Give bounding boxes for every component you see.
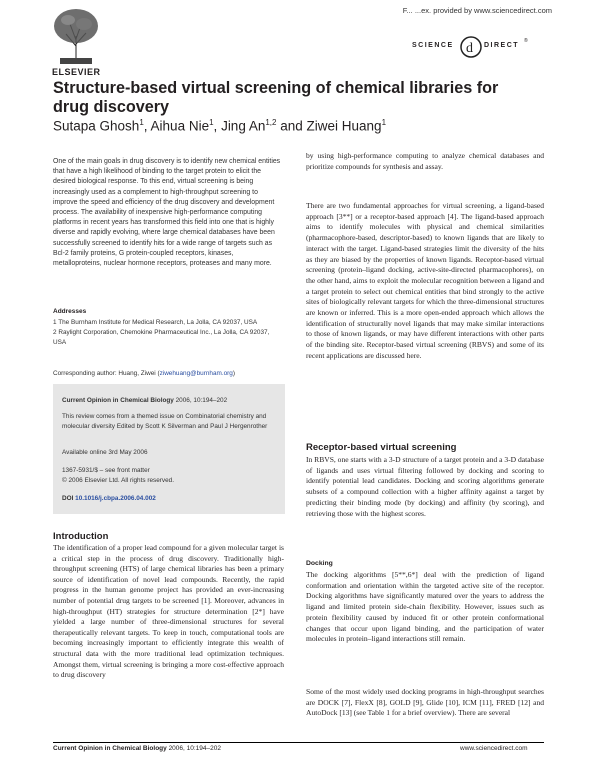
footer-site-link[interactable]: www.sciencedirect.com bbox=[460, 745, 528, 752]
introduction-body: The identification of a proper lead compound for a given molecular target is a critical step in the process of drug discovery. Traditionally high-throughput screening (HTS) of large chemical libraries has been a primary source of identification of novel lead compounds. Recently, the rapid progress in the human genome project has provided an ever-increasing number of potential drug targets to be screened [1]. Moreover, advances in high-throughput (HT) strategies for structure determination [2*] have yielded a large number of three-dimensional structures for several therapeutically relevant targets. To keep in touch, computational tools are becoming increasingly important to efficiently integrate this wealth of structural data with the more traditional lead optimization techniques. Amongst them, virtual screening is bringing a more cost-effective approach to drug discovery bbox=[53, 543, 284, 680]
footer-journal: Current Opinion in Chemical Biology bbox=[53, 745, 167, 752]
sd-at-symbol-icon bbox=[460, 34, 482, 60]
footer-citation bbox=[53, 745, 221, 752]
author-email-link[interactable]: ziwehuang@burnham.org bbox=[159, 370, 233, 377]
info-issn: 1367-5931/$ – see front matter bbox=[62, 467, 150, 474]
addresses-list bbox=[53, 318, 283, 347]
author-name: Jing An bbox=[221, 118, 266, 134]
author-separator: and bbox=[276, 118, 307, 134]
svg-text:d: d bbox=[466, 41, 473, 56]
subsection-heading-docking: Docking bbox=[306, 560, 333, 567]
corr-suffix: ) bbox=[232, 370, 235, 377]
footer-rule bbox=[53, 742, 544, 743]
body-paragraph: by using high-performance computing to analyze chemical databases and prioritize compounds for synthesis and assay. bbox=[306, 151, 544, 171]
info-doi bbox=[62, 494, 277, 504]
doi-link[interactable]: 10.1016/j.cbpa.2006.04.002 bbox=[75, 495, 156, 502]
author-affiliation: 1,2 bbox=[265, 118, 277, 127]
sciencedirect-logo bbox=[412, 34, 536, 60]
body-paragraph: The docking algorithms [5**,6*] deal with the prediction of ligand conformation and orientation within the targeted active site of the receptor. Docking algorithms have significantly matured over the years to address the ligand and limited protein side-chain flexibility. However, issues such as protein flexibility caused by induced fit or other protein conformational changes that occur upon ligand binding, and the participation of water molecules in protein–ligand interactions still remain. bbox=[306, 570, 544, 644]
address-line: 2 Raylight Corporation, Chemokine Pharmaceutical Inc., La Jolla, CA 92037, USA bbox=[53, 328, 270, 346]
body-paragraph: In RBVS, one starts with a 3-D structure of a target protein and a 3-D database of ligands and uses virtual filtering followed by docking and scoring to identify potential lead candidates. Docking and scoring algorithms generate subsets of a compound collection with a higher affinity against a target by predicting their binding mode (by docking) and affinity (by scoring), and retrieving those with the highest scores. bbox=[306, 455, 544, 518]
author-separator: , bbox=[213, 118, 222, 134]
provided-by-note[interactable]: F... ...ex. provided by www.sciencedirect.com bbox=[402, 6, 552, 15]
author-list bbox=[53, 118, 386, 134]
corresponding-author bbox=[53, 370, 283, 377]
info-online-date: Available online 3rd May 2006 bbox=[62, 449, 148, 456]
article-title: Structure-based virtual screening of chemical libraries for drug discovery bbox=[53, 79, 499, 116]
author-affiliation: 1 bbox=[381, 118, 387, 127]
author-separator: , bbox=[143, 118, 151, 134]
publisher-name: ELSEVIER bbox=[52, 67, 101, 77]
doi-label: DOI bbox=[62, 495, 76, 502]
info-review-note: This review comes from a themed issue on Combinatorial chemistry and molecular diversity Edited by Scott K Silverman and Paul J Hergenrother bbox=[62, 413, 268, 430]
section-heading-rbvs: Receptor-based virtual screening bbox=[306, 442, 457, 453]
elsevier-tree-logo bbox=[50, 6, 102, 74]
corr-prefix: Corresponding author: Huang, Ziwei ( bbox=[53, 370, 160, 377]
author-affiliation: 1 bbox=[209, 118, 214, 127]
address-line: 1 The Burnham Institute for Medical Research, La Jolla, CA 92037, USA bbox=[53, 319, 258, 326]
author-name: Sutapa Ghosh bbox=[53, 118, 140, 134]
author-name: Aihua Nie bbox=[150, 118, 210, 134]
introduction-heading: Introduction bbox=[53, 531, 109, 542]
info-copyright: © 2006 Elsevier Ltd. All rights reserved. bbox=[62, 477, 174, 484]
info-citation bbox=[62, 396, 277, 406]
body-paragraph: There are two fundamental approaches for virtual screening, a ligand-based approach [3**] or a receptor-based approach [4]. The ligand-based approach aims to identify molecules with physical and chemical similarities (pharmacophore-based, descriptor-based) to known ligands that are likely to interact with the target. Ligand-based strategies limit the diversity of the hits as they are biased by the properties of known ligands. Receptor-based virtual screening (protein–ligand docking, active-site-directed pharmacophores), on the other hand, aims to exploit the molecular recognition between a ligand and a target protein to select out chemical entities that bind strongly to the active sites of biologically relevant targets for which the three-dimensional structures are known or inferred. This is a more open-ended approach which allows the identification of structurally novel ligands that may make similar interactions to those of known ligands, or may have different interactions with other parts of the binding site. Receptor-based virtual screening (RBVS) and some of its recent applications are discussed here. bbox=[306, 201, 544, 360]
abstract-text: One of the main goals in drug discovery is to identify new chemical entities that have a high likelihood of binding to the target protein to elicit the desired biological response. To this end, virtual screening is being increasingly used as a complement to high-throughput screening to improve the speed and efficiency of the drug discovery and development process. The availability of inexpensive high-performance computing platforms in recent years has transformed this field into one that is highly diverse and rapidly evolving, where large chemical databases have been successfully screened to identify hits for a wide range of targets such as Bcl-2 family proteins, G protein-coupled receptors, kinases, metalloproteins, nuclear hormone receptors, proteases and many more. bbox=[53, 158, 281, 268]
sd-left-text: SCIENCE bbox=[412, 42, 454, 49]
info-journal: Current Opinion in Chemical Biology bbox=[62, 397, 174, 404]
addresses-heading: Addresses bbox=[53, 308, 87, 315]
body-paragraph: Some of the most widely used docking programs in high-throughput searches are DOCK [7], FlexX [8], GOLD [9], Glide [10], ICM [11], FRED [12] and AutoDock [13] (see Table 1 for a brief overview). There are several bbox=[306, 687, 544, 718]
sd-trademark: ® bbox=[524, 38, 528, 44]
article-info-box bbox=[53, 384, 285, 514]
info-citation-text: 2006, 10:194–202 bbox=[173, 397, 228, 404]
author-name: Ziwei Huang bbox=[306, 118, 382, 134]
footer-citation-text: 2006, 10:194–202 bbox=[166, 745, 221, 752]
sd-right-text: DIRECT bbox=[484, 42, 520, 49]
author-affiliation: 1 bbox=[139, 118, 144, 127]
